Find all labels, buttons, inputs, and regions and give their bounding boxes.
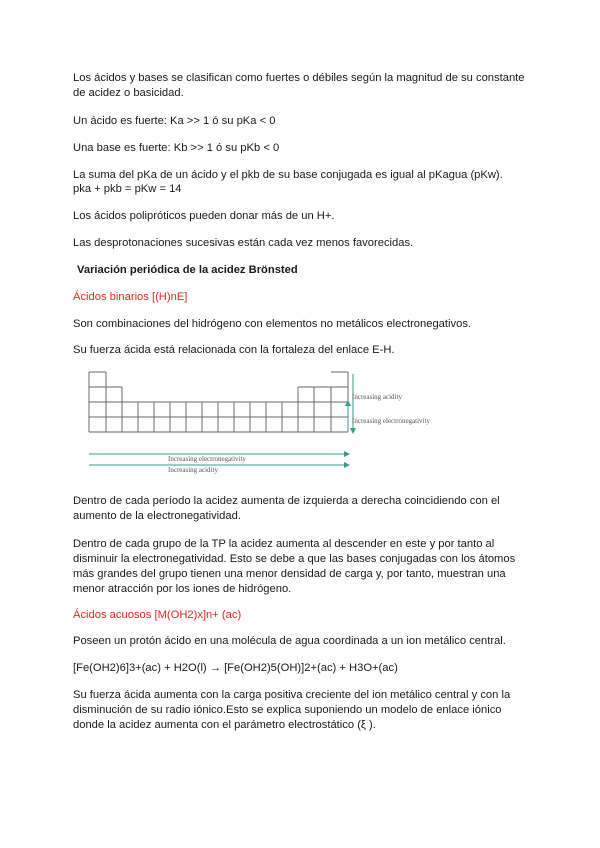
label-increasing-acidity-right: Increasing acidity <box>352 393 402 401</box>
paragraph-binary-strength: Su fuerza ácida está relacionada con la fortaleza del enlace E-H. <box>73 344 395 356</box>
heading-binary-acids: Ácidos binarios [(H)nE] <box>73 291 188 303</box>
paragraph-binary-definition: Son combinaciones del hidrógeno con elementos no metálicos electronegativos. <box>73 318 472 330</box>
periodic-table-grid <box>89 372 348 432</box>
paragraph-strong-base: Una base es fuerte: Kb >> 1 ó su pKb < 0 <box>73 142 280 154</box>
label-increasing-acidity-bottom: Increasing acidity <box>168 466 218 474</box>
paragraph-aqua-strength: Su fuerza ácida aumenta con la carga positiva creciente del ion metálico central y con la disminución de su radio iónico.Esto se explica suponiendo un modelo de enlace iónico donde la acidez aumenta con el parámetro electrostático (ξ ). <box>73 689 511 731</box>
paragraph-polyprotic: Los ácidos polipróticos pueden donar más de un H+. <box>73 210 335 222</box>
paragraph-pkw-equation: pka + pkb = pKw = 14 <box>73 183 182 195</box>
acidity-arrowhead-right <box>344 462 350 468</box>
section-title: Variación periódica de la acidez Brönsted <box>77 264 298 276</box>
paragraph-group-trend: Dentro de cada grupo de la TP la acidez aumenta al descender en este y por tanto al disminuir la electronegatividad. Esto se debe a que las bases conjugadas con los átomos más grandes del grupo tienen una menor densidad de carga y, por tanto, muestran una menor atracción por los iones de hidrógeno. <box>73 538 516 595</box>
acidity-arrowhead-down <box>350 428 356 434</box>
paragraph-aqua-definition: Poseen un protón ácido en una molécula de agua coordinada a un ion metálico central. <box>73 635 506 647</box>
equation-iron-hydrolysis: [Fe(OH2)6]3+(ac) + H2O(l) → [Fe(OH2)5(OH)]2+(ac) + H3O+(ac) <box>73 662 398 674</box>
heading-aqua-acids: Ácidos acuosos [M(OH2)x]n+ (ac) <box>73 609 242 621</box>
paragraph-acid-base-classification: Los ácidos y bases se clasifican como fuertes o débiles según la magnitud de su constante de acidez o basicidad. <box>73 72 525 99</box>
paragraph-period-trend: Dentro de cada período la acidez aumenta de izquierda a derecha coincidiendo con el aumento de la electronegatividad. <box>73 495 500 522</box>
label-increasing-electronegativity-bottom: Increasing electronegativity <box>168 455 246 463</box>
electroneg-arrowhead-up <box>345 400 351 406</box>
paragraph-deprotonations: Las desprotonaciones sucesivas están cada vez menos favorecidas. <box>73 237 414 249</box>
paragraph-strong-acid: Un ácido es fuerte: Ka >> 1 ó su pKa < 0 <box>73 115 276 127</box>
electroneg-arrowhead-right <box>344 451 350 457</box>
paragraph-pka-sum: La suma del pKa de un ácido y el pkb de su base conjugada es igual al pKagua (pKw). <box>73 169 503 181</box>
periodic-trend-figure <box>86 370 448 478</box>
label-increasing-electronegativity-right: Increasing electronegativity <box>352 417 430 425</box>
